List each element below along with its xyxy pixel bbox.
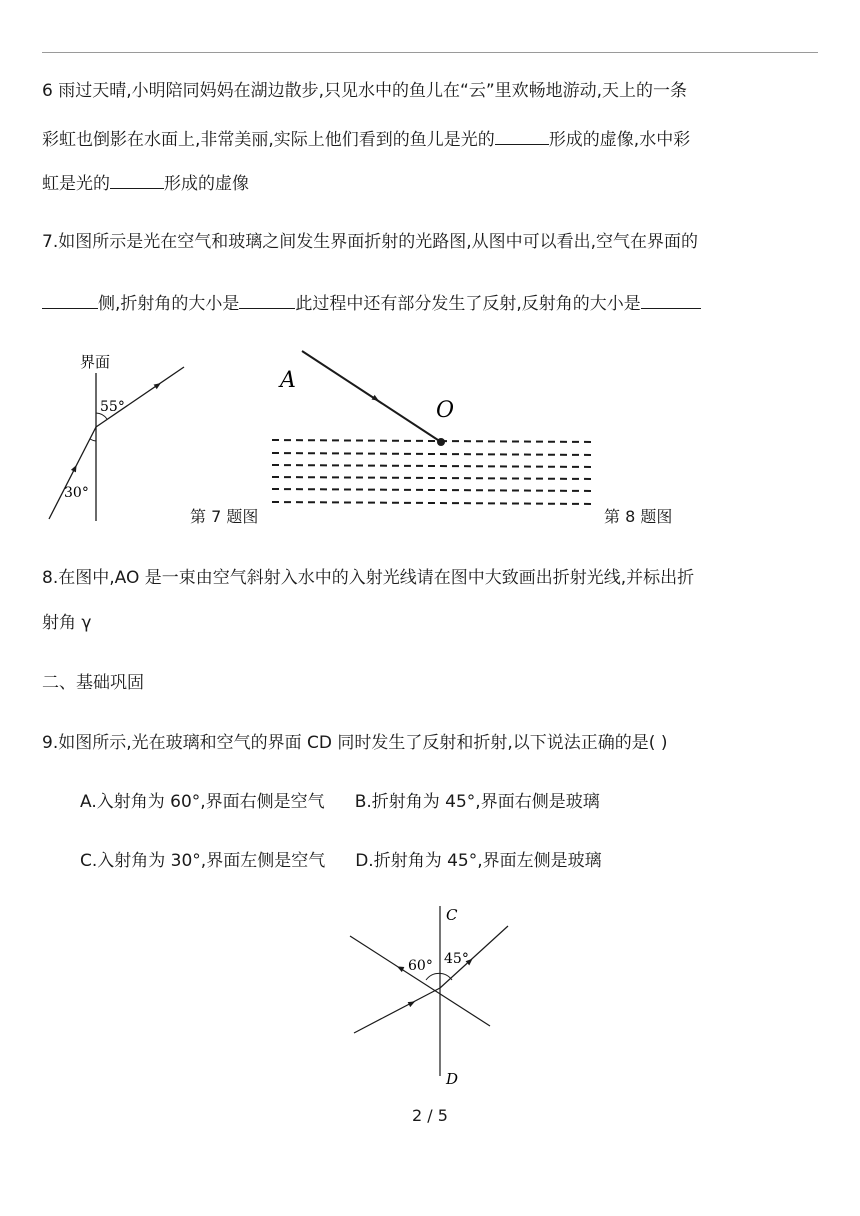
q9-option-b[interactable]: B.折射角为 45°,界面右侧是玻璃 [354,792,600,812]
q7-incident-ray [49,427,96,519]
q8-caption: 第 8 题图 [604,507,673,526]
q6-text-3b: 形成的虚像 [164,174,249,194]
q9-options-row-2 [80,849,860,873]
q9-angle-arcs [426,973,452,980]
q7-angle-bottom: 30° [64,485,89,501]
q6-line-3 [42,170,822,196]
q9-reflected-ray [350,936,490,1026]
page-number: 2 / 5 [412,1106,448,1125]
q8-label-a: A [280,368,296,393]
header-rule [42,52,818,53]
q7-arc-bottom [90,439,96,441]
q7-line-2 [42,290,822,316]
q8-water-surface [272,440,596,504]
q6-line-2 [42,126,822,152]
q8-line-2: 射角 γ [42,613,92,633]
q8-incident-ray [302,351,441,442]
q8-line-1: 8.在图中,AO 是一束由空气斜射入水中的入射光线请在图中大致画出折射光线,并标出折 [42,568,695,588]
q9-options-row-1 [80,790,860,814]
q9-incident-ray [354,988,440,1033]
q7-caption: 第 7 题图 [190,507,259,526]
q9-label-c: C [446,906,458,924]
section-title: 二、基础巩固 [42,673,144,693]
q7-blank-side[interactable] [42,290,98,309]
q9-stem: 9.如图所示,光在玻璃和空气的界面 CD 同时发生了反射和折射,以下说法正确的是( ) [42,733,668,753]
q9-angle-left: 60° [408,958,433,974]
q9-option-a[interactable]: A.入射角为 60°,界面右侧是空气 [80,792,325,812]
q9-option-c[interactable]: C.入射角为 30°,界面左侧是空气 [80,851,326,871]
q7-text-2a: 侧,折射角的大小是 [98,294,240,314]
q9-option-d[interactable]: D.折射角为 45°,界面左侧是玻璃 [355,851,602,871]
q8-label-o: O [436,398,455,423]
q7-blank-reflection-angle[interactable] [641,290,701,309]
q6-text-2a: 彩虹也倒影在水面上,非常美丽,实际上他们看到的鱼儿是光的 [42,130,495,150]
q6-blank-1[interactable] [495,126,549,145]
q7-angle-top: 55° [100,399,125,415]
q8-figure [266,345,606,515]
q7-refracted-ray [96,367,184,427]
q6-line-1: 6 雨过天晴,小明陪同妈妈在湖边散步,只见水中的鱼儿在“云”里欢畅地游动,天上的一条 [42,81,688,101]
q7-line-1: 7.如图所示是光在空气和玻璃之间发生界面折射的光路图,从图中可以看出,空气在界面的 [42,232,699,252]
q7-label-interface: 界面 [80,353,111,371]
q9-angle-right: 45° [444,951,469,967]
q6-text-2b: 形成的虚像,水中彩 [548,130,691,150]
q9-label-d: D [446,1070,459,1088]
q7-blank-refraction-angle[interactable] [239,290,295,309]
q9-figure [340,900,520,1090]
q6-text-3a: 虹是光的 [42,174,110,194]
q7-text-2b: 此过程中还有部分发生了反射,反射角的大小是 [295,294,641,314]
q6-blank-2[interactable] [110,170,164,189]
q7-figure [40,345,190,525]
